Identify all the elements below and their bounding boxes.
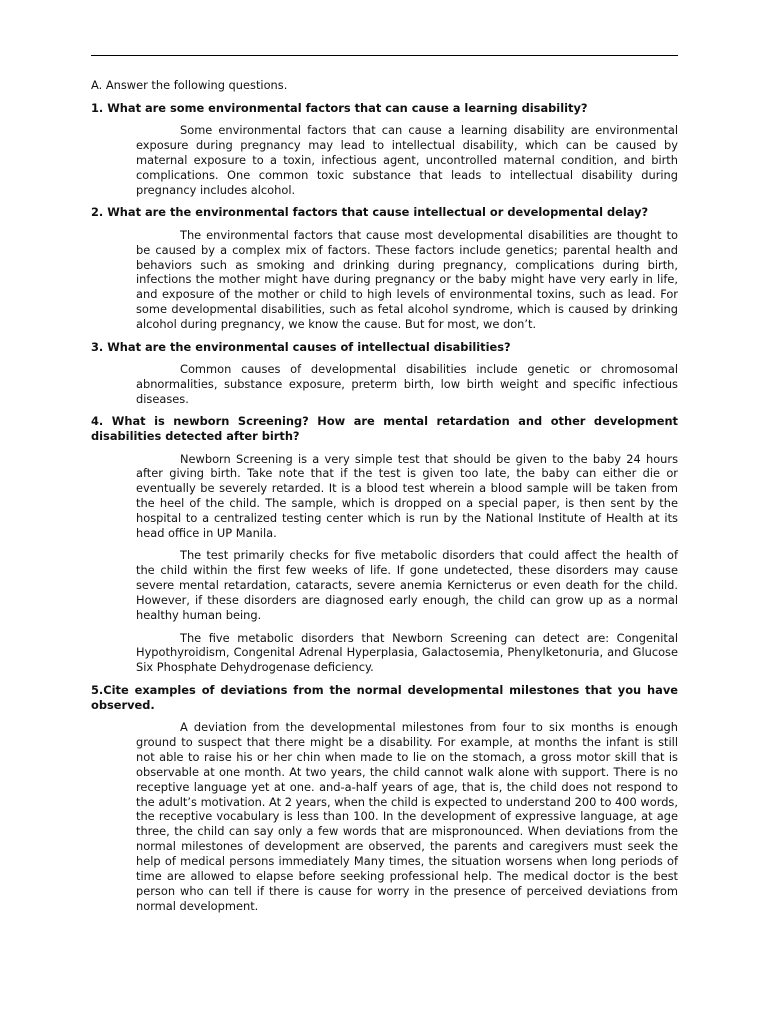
answer-2-paragraph: The environmental factors that cause most developmental disabilities are thought to be caused by a complex mix of factors. These factors include genetics; parental health and behaviors such as smoking and drinking during pregnancy, complications during birth, infections the mother might have during pregnancy or the baby might have very early in life, and exposure of the mother or child to high levels of environmental toxins, such as lead. For some developmental disabilities, such as fetal alcohol syndrome, which is caused by drinking alcohol during pregnancy, we know the cause. But for most, we don’t.	[136, 227, 678, 332]
answer-3-paragraph: Common causes of developmental disabilities include genetic or chromosomal abnormalities, substance exposure, preterm birth, low birth weight and specific infectious diseases.	[136, 362, 678, 406]
question-5: 5.Cite examples of deviations from the normal developmental milestones that you have observed.	[91, 682, 678, 712]
question-1: 1. What are some environmental factors that can cause a learning disability?	[91, 100, 588, 115]
question-3: 3. What are the environmental causes of intellectual disabilities?	[91, 339, 511, 354]
answer-4-paragraph-1: Newborn Screening is a very simple test that should be given to the baby 24 hours after giving birth. Take note that if the test is given too late, the baby can either die or eventually be severely retarded. It is a blood test wherein a blood sample will be taken from the heel of the child. The sample, which is dropped on a special paper, is then sent by the hospital to a centralized testing center which is run by the National Institute of Health at its head office in UP Manila.	[136, 451, 678, 541]
document-body	[91, 78, 678, 921]
question-4: 4. What is newborn Screening? How are mental retardation and other development disabilities detected after birth?	[91, 414, 678, 444]
question-2: 2. What are the environmental factors that cause intellectual or developmental delay?	[91, 205, 649, 220]
answer-4-paragraph-3: The five metabolic disorders that Newborn Screening can detect are: Congenital Hypothyroidism, Congenital Adrenal Hyperplasia, Galactosemia, Phenylketonuria, and Glucose Six Phosphate Dehydrogenase deficiency.	[136, 630, 678, 675]
answer-5-paragraph: A deviation from the developmental milestones from four to six months is enough ground to suspect that there might be a disability. For example, at months the infant is still not able to raise his or her chin when made to lie on the stomach, a gross motor skill that is observable at one month. At two years, the child cannot walk alone with support. There is no receptive language yet at one. and-a-half years of age, that is, the child does not respond to the adult’s motivation. At 2 years, when the child is expected to understand 200 to 400 words, the receptive vocabulary is less than 100. In the development of expressive language, at age three, the child can say only a few words that are mispronounced. When deviations from the normal milestones of development are observed, the parents and caregivers must seek the help of medical persons immediately Many times, the situation worsens when long periods of time are allowed to elapse before seeking professional help. The medical doctor is the best person who can tell if there is cause for worry in the presence of perceived deviations from normal development.	[136, 720, 678, 913]
instruction-line: A. Answer the following questions.	[91, 78, 288, 92]
header-rule	[91, 55, 678, 56]
answer-1-paragraph: Some environmental factors that can cause a learning disability are environmental exposure during pregnancy may lead to intellectual disability, which can be caused by maternal exposure to a toxin, infectious agent, uncontrolled maternal condition, and birth complications. One common toxic substance that leads to intellectual disability during pregnancy includes alcohol.	[136, 123, 678, 197]
answer-4-paragraph-2: The test primarily checks for five metabolic disorders that could affect the health of the child within the first few weeks of life. If gone undetected, these disorders may cause severe mental retardation, cataracts, severe anemia Kernicterus or even death for the child. However, if these disorders are diagnosed early enough, the child can grow up as a normal healthy human being.	[136, 548, 678, 623]
